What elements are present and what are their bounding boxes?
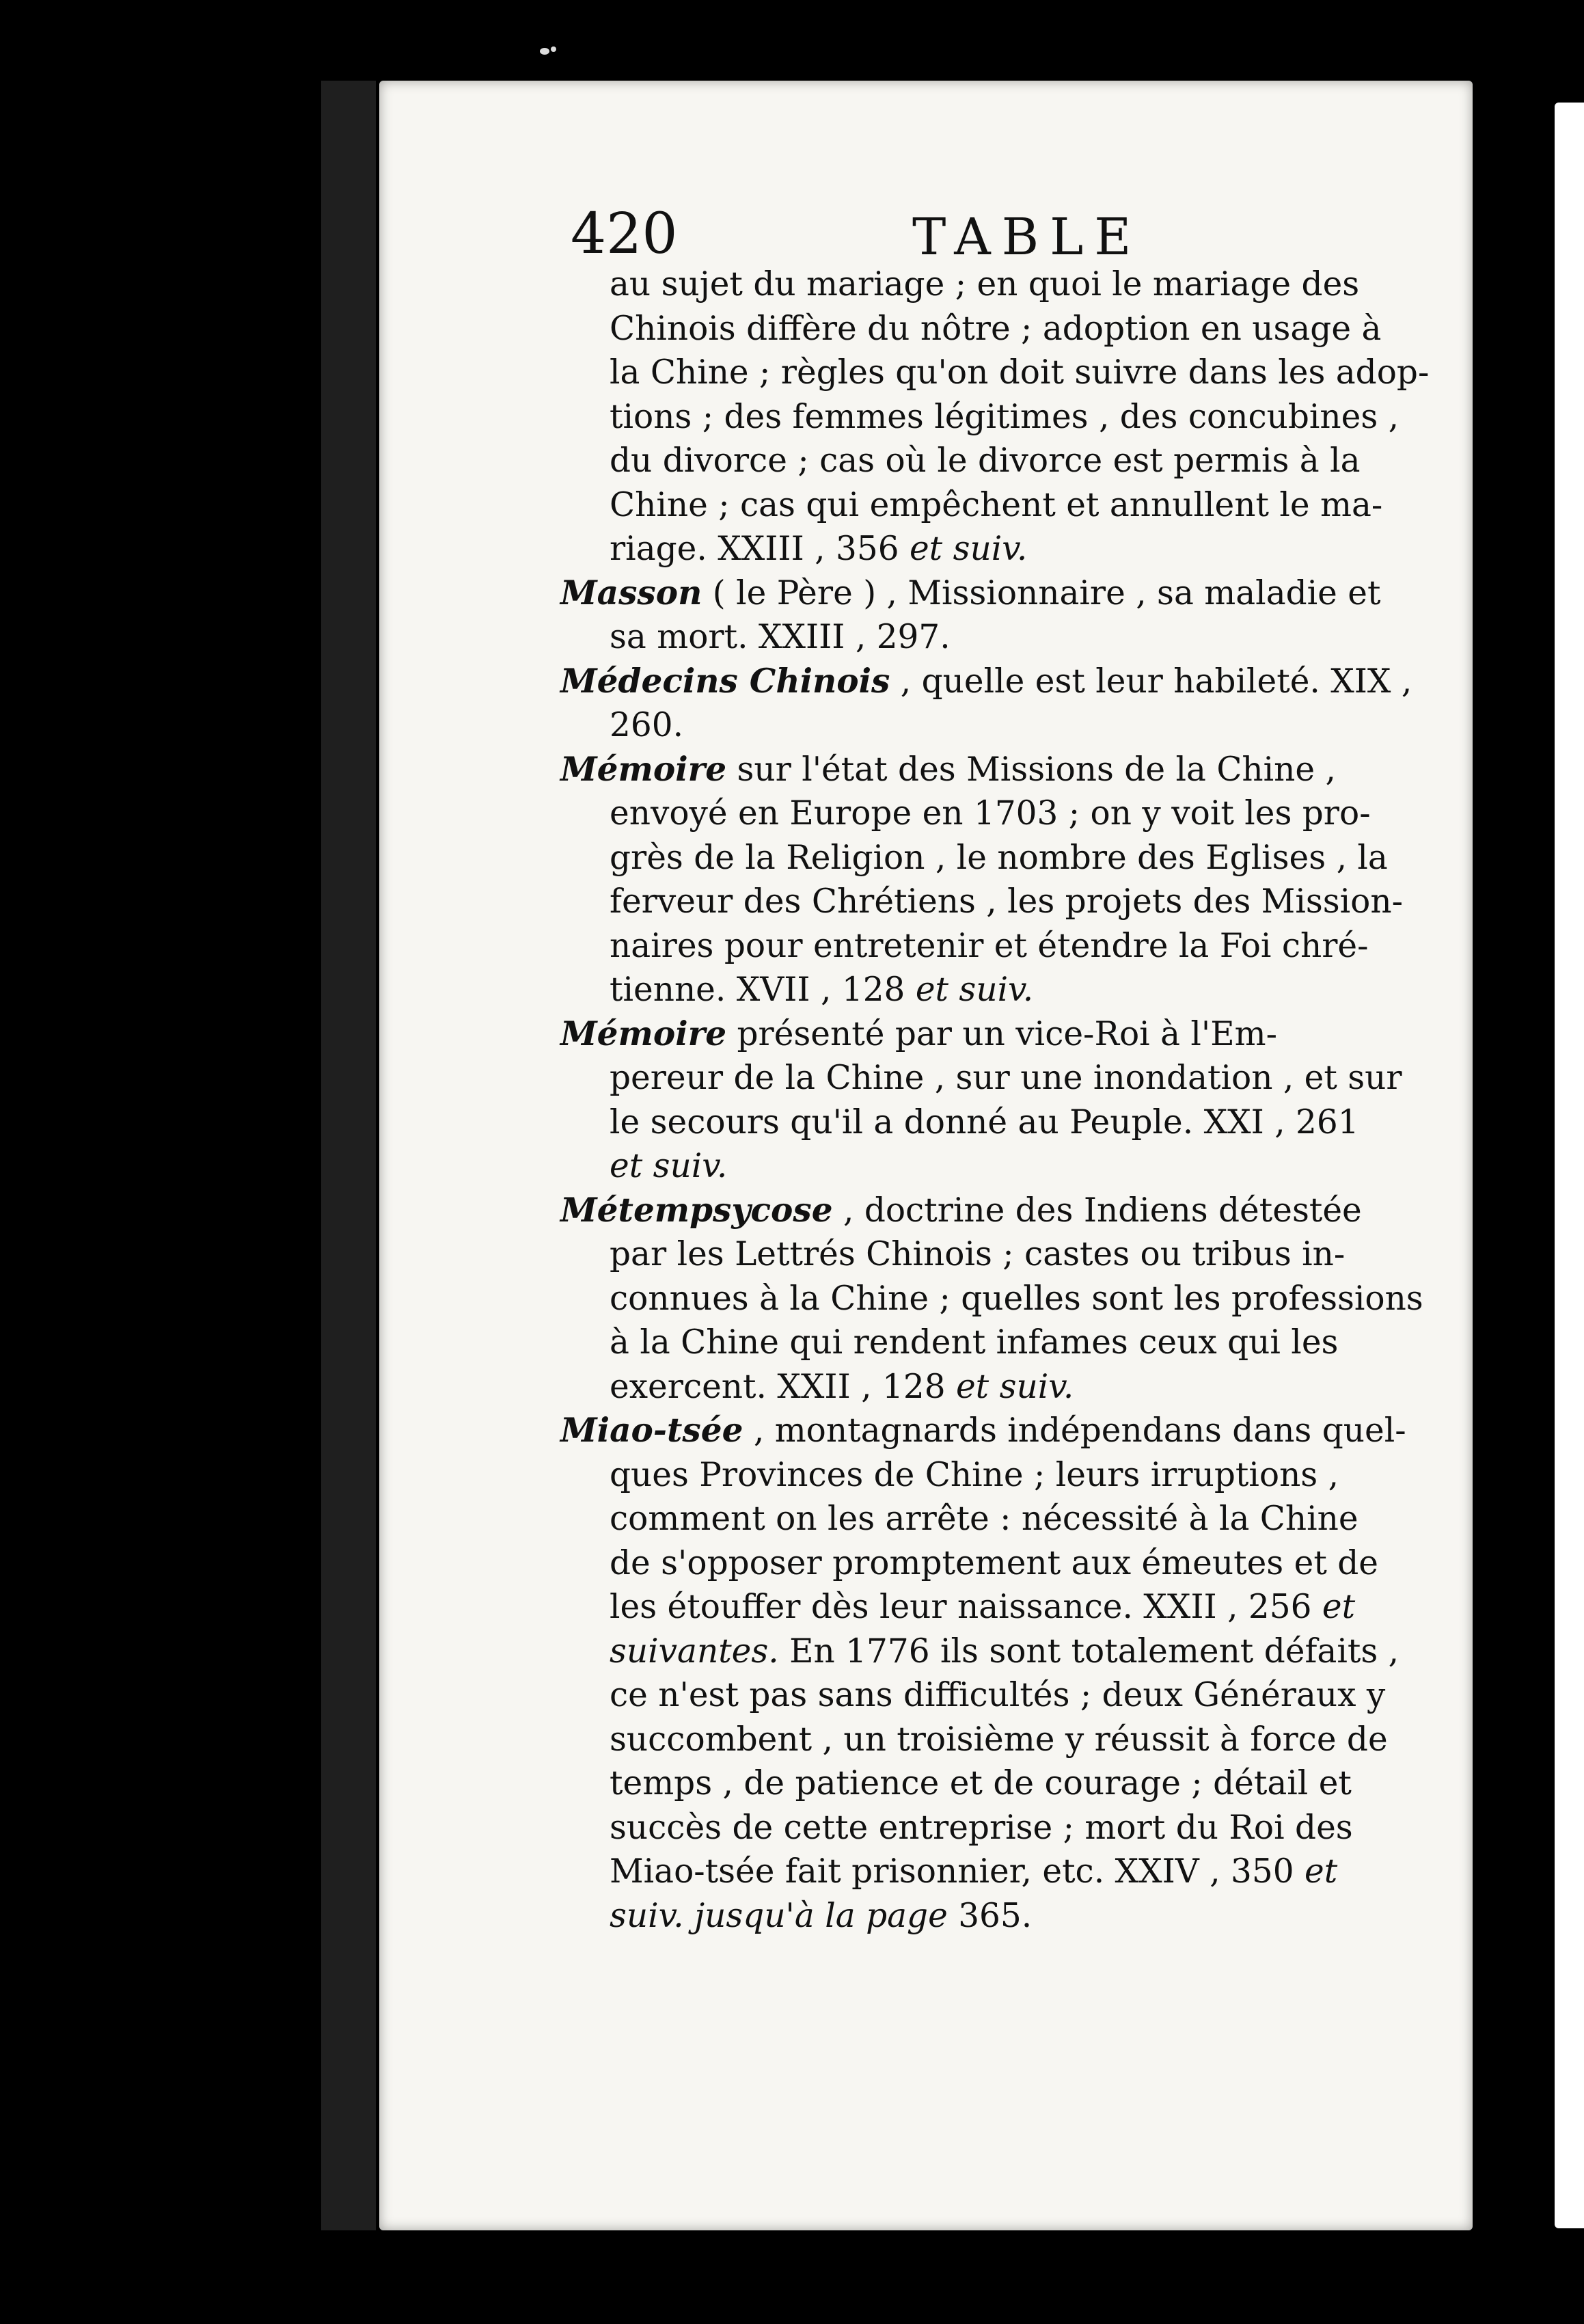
entry-text: tienne. XVII , 128 — [610, 971, 916, 1009]
paper-speck — [551, 46, 556, 52]
entry-text: la Chine ; règles qu'on doit suivre dans les adop- — [610, 353, 1430, 392]
entry-text: Chinois diffère du nôtre ; adoption en usage à — [610, 309, 1382, 348]
entry-text: à la Chine qui rendent infames ceux qui les — [610, 1323, 1339, 1362]
entry-heading: Masson — [560, 573, 702, 612]
entry-heading: Métempsycose — [560, 1190, 833, 1230]
entry-text: au sujet du mariage ; en quoi le mariage des — [610, 265, 1360, 303]
text-line — [560, 571, 1456, 616]
entry-heading: Médecins Chinois — [560, 661, 890, 701]
text-line — [560, 1144, 1456, 1189]
entry-text: présenté par un vice-Roi à l'Em- — [726, 1014, 1278, 1053]
entry-text: envoyé en Europe en 1703 ; on y voit les pro- — [610, 794, 1371, 833]
entry-text: exercent. XXII , 128 — [610, 1367, 956, 1406]
text-line — [560, 1321, 1456, 1365]
entry-text: comment on les arrête : nécessité à la Chine — [610, 1500, 1358, 1538]
text-line — [560, 1630, 1456, 1674]
text-line — [560, 439, 1456, 483]
text-line — [560, 1189, 1456, 1233]
text-line — [560, 1806, 1456, 1850]
entry-text: ( le Père ) , Missionnaire , sa maladie et — [702, 573, 1381, 612]
italic-reference: et — [1322, 1588, 1356, 1626]
text-line — [560, 880, 1456, 924]
text-line — [560, 1012, 1456, 1057]
text-line — [560, 1365, 1456, 1409]
text-line — [560, 1541, 1456, 1586]
text-line — [560, 1497, 1456, 1541]
text-line — [560, 395, 1456, 440]
entry-text: succombent , un troisième y réussit à force de — [610, 1720, 1388, 1759]
entry-text: grès de la Religion , le nombre des Eglises , la — [610, 838, 1388, 877]
entry-text: le secours qu'il a donné au Peuple. XXI , 261 — [610, 1103, 1359, 1141]
italic-reference: et suiv. — [610, 1147, 728, 1185]
entry-text: 260. — [610, 706, 683, 744]
text-line — [560, 1409, 1456, 1453]
italic-reference: et suiv. — [915, 971, 1034, 1009]
entry-text: , doctrine des Indiens détestée — [832, 1191, 1362, 1230]
index-entries — [560, 262, 1456, 1938]
text-line — [560, 1100, 1456, 1145]
book-gutter — [321, 81, 376, 2230]
entry-text: tions ; des femmes légitimes , des concubines , — [610, 397, 1399, 436]
text-line — [560, 748, 1456, 792]
entry-text: 365. — [947, 1896, 1033, 1935]
text-line — [560, 1894, 1456, 1938]
text-line — [560, 836, 1456, 880]
text-line — [560, 1232, 1456, 1277]
text-line — [560, 351, 1456, 395]
entry-text: les étouffer dès leur naissance. XXII , 256 — [610, 1588, 1322, 1626]
text-line — [560, 615, 1456, 660]
text-line — [560, 483, 1456, 528]
entry-text: ques Provinces de Chine ; leurs irruptions , — [610, 1455, 1339, 1494]
paper-speck — [540, 48, 549, 55]
index-entry — [560, 1189, 1456, 1409]
facing-page-edge — [1555, 103, 1584, 2228]
text-line — [560, 527, 1456, 571]
text-line — [560, 1850, 1456, 1894]
running-title: TABLE — [912, 208, 1143, 267]
entry-text: Chine ; cas qui empêchent et annullent le ma- — [610, 485, 1383, 524]
text-line — [560, 968, 1456, 1012]
entry-text: naires pour entretenir et étendre la Foi chré- — [610, 926, 1369, 965]
text-line — [560, 1453, 1456, 1498]
entry-text: , quelle est leur habileté. XIX , — [890, 662, 1412, 701]
italic-reference: et — [1305, 1852, 1338, 1891]
entry-text: Miao-tsée fait prisonnier, etc. XXIV , 350 — [610, 1852, 1305, 1891]
italic-reference: et suiv. — [909, 530, 1028, 568]
entry-text: par les Lettrés Chinois ; castes ou tribus in- — [610, 1235, 1346, 1273]
text-line — [560, 1056, 1456, 1100]
italic-reference: suivantes. — [610, 1632, 779, 1671]
entry-text: de s'opposer promptement aux émeutes et de — [610, 1543, 1378, 1582]
entry-heading: Miao-tsée — [560, 1411, 743, 1450]
entry-text: riage. XXIII , 356 — [610, 530, 910, 568]
italic-reference: suiv. jusqu'à la page — [610, 1896, 948, 1935]
entry-text: connues à la Chine ; quelles sont les professions — [610, 1279, 1423, 1318]
text-line — [560, 703, 1456, 748]
entry-text: sa mort. XXIII , 297. — [610, 618, 951, 656]
entry-text: ferveur des Chrétiens , les projets des Mission- — [610, 882, 1403, 921]
text-line — [560, 1718, 1456, 1762]
entry-text: succès de cette entreprise ; mort du Roi des — [610, 1808, 1353, 1847]
text-line — [560, 1673, 1456, 1718]
entry-text: du divorce ; cas où le divorce est permis à la — [610, 442, 1361, 480]
text-line — [560, 1585, 1456, 1630]
index-entry — [560, 748, 1456, 1012]
italic-reference: et suiv. — [955, 1367, 1074, 1406]
index-entry — [560, 1409, 1456, 1938]
entry-text: En 1776 ils sont totalement défaits , — [778, 1632, 1399, 1671]
entry-text: ce n'est pas sans difficultés ; deux Généraux y — [610, 1676, 1386, 1714]
text-line — [560, 660, 1456, 704]
entry-text: , montagnards indépendans dans quel- — [743, 1411, 1406, 1450]
entry-heading: Mémoire — [560, 749, 727, 789]
entry-text: sur l'état des Missions de la Chine , — [726, 750, 1336, 789]
page-number: 420 — [571, 202, 678, 267]
text-line — [560, 1277, 1456, 1321]
text-line — [560, 924, 1456, 969]
index-entry — [560, 1012, 1456, 1189]
entry-heading: Mémoire — [560, 1014, 727, 1053]
text-line — [560, 307, 1456, 351]
index-entry — [560, 262, 1456, 571]
index-entry — [560, 660, 1456, 748]
entry-text: pereur de la Chine , sur une inondation , et sur — [610, 1059, 1402, 1097]
index-entry — [560, 571, 1456, 660]
entry-text: temps , de patience et de courage ; détail et — [610, 1764, 1352, 1802]
text-line — [560, 262, 1456, 307]
text-line — [560, 1761, 1456, 1806]
text-line — [560, 792, 1456, 836]
